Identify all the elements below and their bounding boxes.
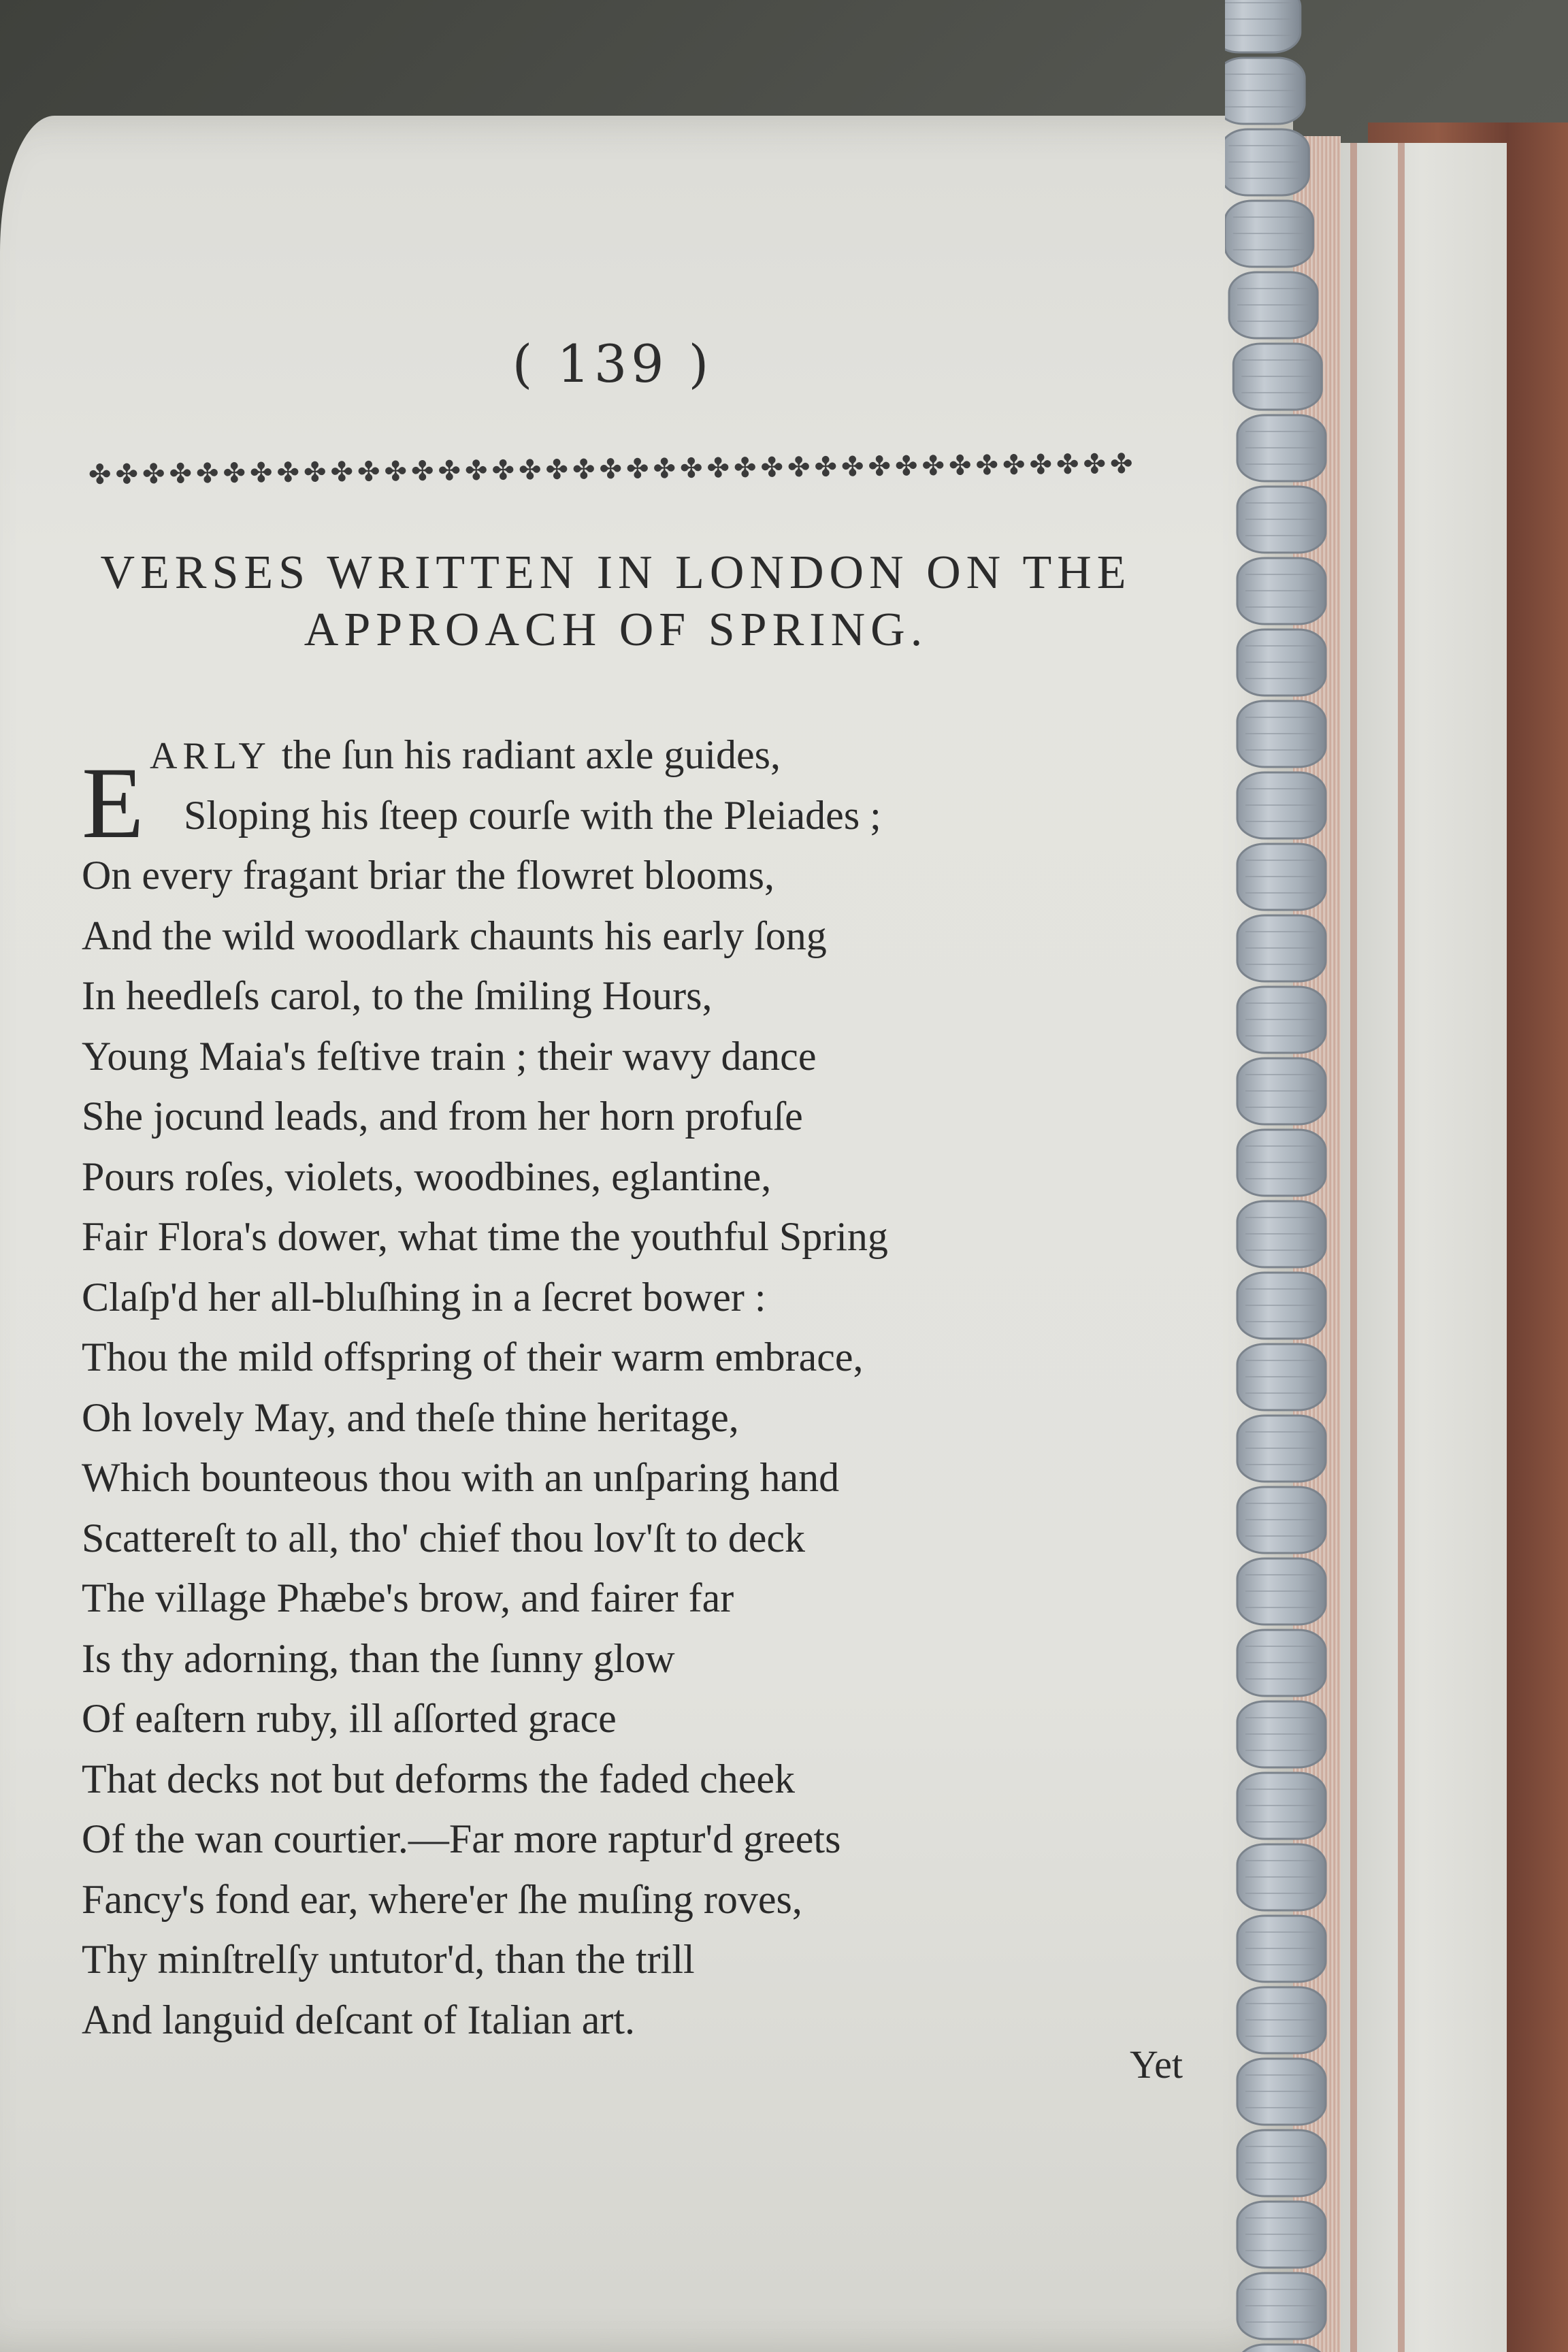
fleuron-icon: ✤ xyxy=(303,457,327,489)
page-number: ( 139 ) xyxy=(512,333,713,394)
fleuron-icon: ✤ xyxy=(760,452,784,484)
poem-body xyxy=(82,725,1075,2050)
title-line-1: VERSES WRITTEN IN LONDON ON THE xyxy=(100,546,1132,599)
catchword: Yet xyxy=(1130,2042,1183,2087)
fleuron-icon: ✤ xyxy=(223,457,246,489)
first-line-caps: ARLY xyxy=(150,735,272,777)
fleuron-icon: ✤ xyxy=(88,459,112,491)
fleuron-icon: ✤ xyxy=(975,449,999,482)
fleuron-icon: ✤ xyxy=(814,451,838,483)
fleuron-icon: ✤ xyxy=(115,459,139,491)
fleuron-icon: ✤ xyxy=(599,453,623,486)
poem-line: Which bounteous thou with an unſparing hand xyxy=(82,1455,840,1500)
poem-line: And languid deſcant of Italian art. xyxy=(82,1997,636,2042)
poem-line: Sloping his ſteep courſe with the Pleiades ; xyxy=(184,792,881,838)
poem-line: Scattereſt to all, tho' chief thou lov'ſt to deck xyxy=(82,1515,806,1561)
fleuron-icon: ✤ xyxy=(948,450,972,482)
facing-page xyxy=(1334,143,1507,2352)
poem-line: Of eaſtern ruby, ill aſſorted grace xyxy=(82,1696,617,1741)
poem-line: Fancy's fond ear, where'er ſhe muſing roves, xyxy=(82,1876,802,1922)
fleuron-icon: ✤ xyxy=(787,451,811,484)
poem-line: Thou the mild offspring of their warm embrace, xyxy=(82,1335,864,1379)
drop-cap: E xyxy=(82,747,144,860)
first-line-rest: the ſun his radiant axle guides, xyxy=(271,732,781,777)
fleuron-icon: ✤ xyxy=(653,453,676,485)
poem-line: Oh lovely May, and theſe thine heritage, xyxy=(82,1394,739,1440)
fleuron-icon: ✤ xyxy=(169,458,193,490)
fleuron-icon: ✤ xyxy=(518,454,542,487)
fleuron-icon: ✤ xyxy=(679,453,703,485)
bookmark-ribbon xyxy=(1225,0,1341,2352)
poem-line: Pours roſes, violets, woodbines, eglantine, xyxy=(82,1154,772,1199)
poem-line: Fair Flora's dower, what time the youthful Spring xyxy=(82,1214,888,1259)
fleuron-icon: ✤ xyxy=(142,458,165,491)
poem-line: And the wild woodlark chaunts his early ſong xyxy=(82,913,827,958)
ribbon-segment xyxy=(1237,2345,1326,2352)
poem-line: The village Phæbe's brow, and fairer far xyxy=(82,1575,734,1620)
poem-line: On every fragant briar the flowret blooms, xyxy=(82,853,774,898)
fleuron-icon: ✤ xyxy=(572,454,595,486)
fleuron-icon: ✤ xyxy=(894,451,918,483)
fleuron-icon: ✤ xyxy=(491,455,515,487)
poem-line: In heedleſs carol, to the ſmiling Hours, xyxy=(82,973,713,1018)
poem-line: Claſp'd her all-bluſhing in a ſecret bower : xyxy=(82,1274,766,1320)
fleuron-icon: ✤ xyxy=(1056,448,1079,481)
fleuron-icon: ✤ xyxy=(868,451,892,483)
title-line-2: APPROACH OF SPRING. xyxy=(304,604,928,656)
fleuron-icon: ✤ xyxy=(921,450,945,483)
poem-title xyxy=(75,544,1157,659)
fleuron-icon: ✤ xyxy=(1002,449,1026,481)
fleuron-icon: ✤ xyxy=(330,456,354,489)
fleuron-icon: ✤ xyxy=(625,453,649,485)
fleuron-icon: ✤ xyxy=(438,455,461,487)
poem-line: Thy minſtrelſy untutor'd, than the trill xyxy=(82,1937,695,1982)
fleuron-icon: ✤ xyxy=(706,453,730,485)
fleuron-icon: ✤ xyxy=(840,451,864,483)
fleuron-icon: ✤ xyxy=(1083,448,1107,480)
fleuron-icon: ✤ xyxy=(249,457,273,489)
poem-line: That decks not but deforms the faded cheek xyxy=(82,1756,795,1801)
poem-line: Young Maia's feſtive train ; their wavy dance xyxy=(82,1033,817,1079)
fleuron-icon: ✤ xyxy=(464,455,488,487)
poem-line-1 xyxy=(82,725,1075,785)
fleuron-icon: ✤ xyxy=(410,455,434,487)
fleuron-icon: ✤ xyxy=(1109,448,1133,480)
poem-line: She jocund leads, and from her horn profuſe xyxy=(82,1094,803,1139)
ribbon-segment xyxy=(1225,0,1301,52)
fleuron-icon: ✤ xyxy=(545,454,569,486)
fleuron-icon: ✤ xyxy=(733,452,757,484)
fleuron-icon: ✤ xyxy=(276,457,300,489)
poem-line: Is thy adorning, than the ſunny glow xyxy=(82,1635,675,1681)
poem-line: Of the wan courtier.—Far more raptur'd greets xyxy=(82,1816,841,1861)
fleuron-icon: ✤ xyxy=(357,456,380,488)
fleuron-icon: ✤ xyxy=(384,455,408,488)
fleuron-icon: ✤ xyxy=(1029,449,1053,481)
fleuron-icon: ✤ xyxy=(195,457,219,490)
